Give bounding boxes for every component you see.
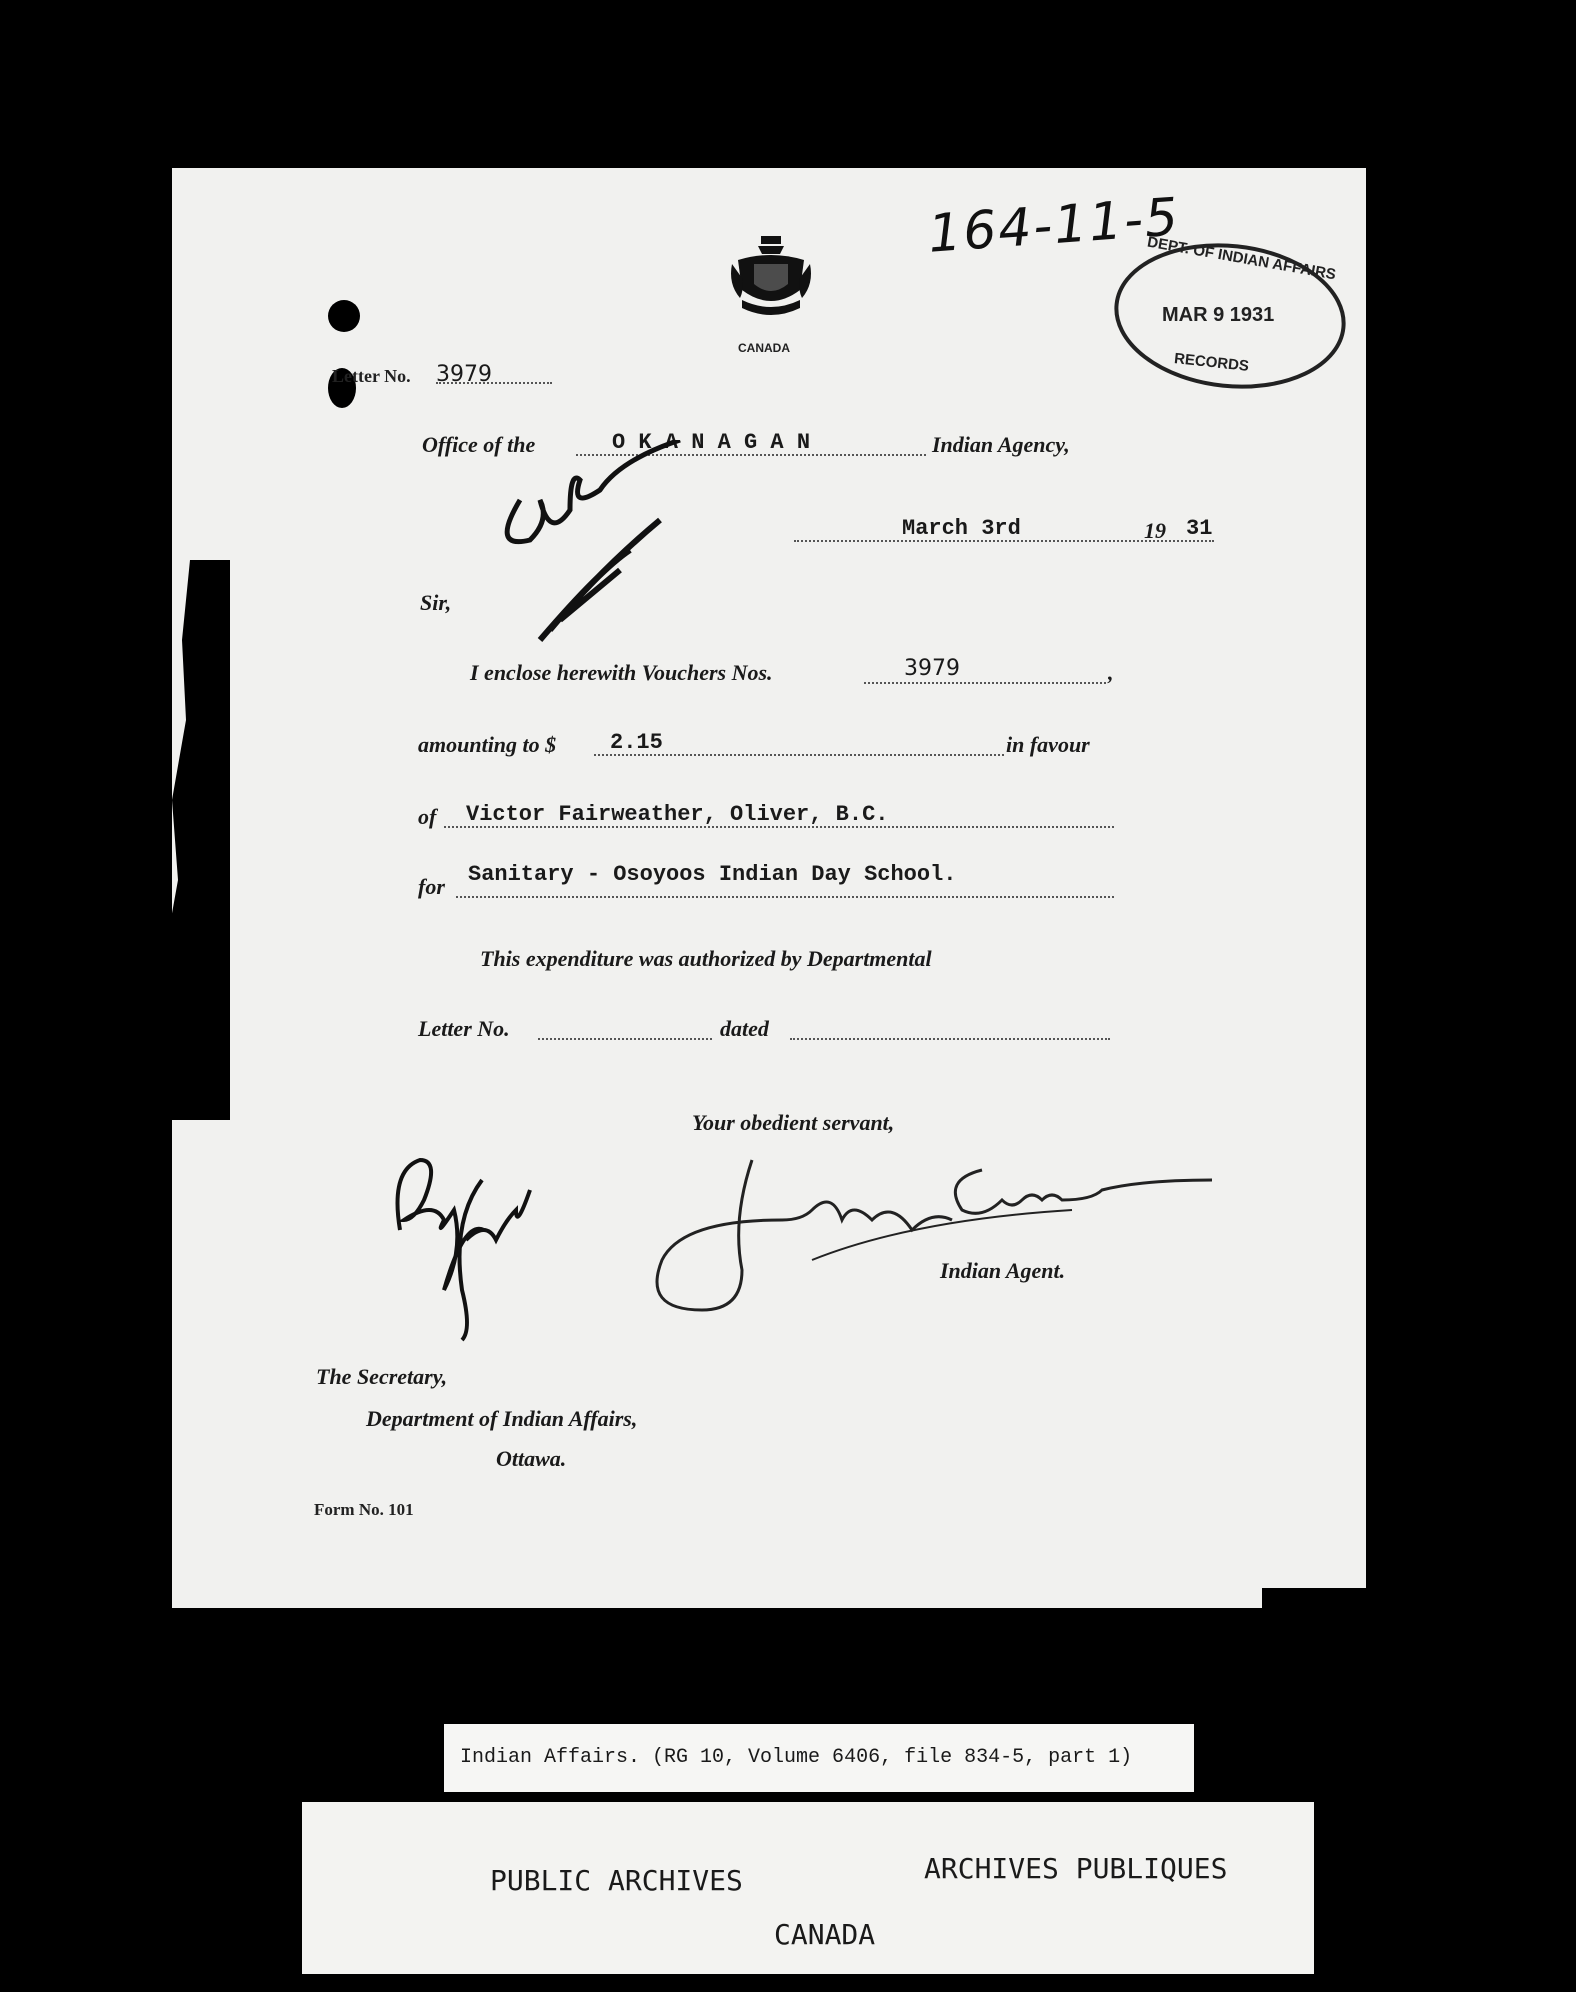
punch-holes bbox=[320, 290, 370, 430]
office-value: O K A N A G A N bbox=[612, 430, 811, 455]
voucher-comma: , bbox=[1108, 660, 1114, 685]
addressee-line3: Ottawa. bbox=[496, 1446, 567, 1471]
salutation: Sir, bbox=[420, 590, 452, 615]
stamp-top-text: DEPT. OF INDIAN AFFAIRS bbox=[1145, 233, 1338, 284]
year-value: 31 bbox=[1186, 516, 1213, 541]
year-prefix: 19 bbox=[1144, 518, 1166, 543]
letter-no-value: 3979 bbox=[436, 362, 492, 387]
initials-signature bbox=[386, 1130, 566, 1350]
torn-edge bbox=[160, 560, 230, 1120]
agency-label: Indian Agency, bbox=[932, 432, 1070, 457]
dated-label: dated bbox=[720, 1016, 769, 1041]
favour-label: in favour bbox=[1006, 732, 1090, 757]
for-label: for bbox=[418, 874, 445, 899]
authorized-text: This expenditure was authorized by Departmental bbox=[480, 946, 932, 971]
amount-label: amounting to $ bbox=[418, 732, 557, 757]
archive-reference-label bbox=[444, 1724, 1194, 1792]
form-number: Form No. 101 bbox=[314, 1500, 414, 1519]
voucher-dots bbox=[864, 662, 1106, 684]
agent-signature bbox=[622, 1150, 1242, 1330]
purpose-value: Sanitary - Osoyoos Indian Day School. bbox=[468, 862, 957, 887]
payee-value: Victor Fairweather, Oliver, B.C. bbox=[466, 802, 889, 827]
addressee-line1: The Secretary, bbox=[316, 1364, 448, 1389]
page-notch bbox=[1262, 1588, 1366, 1608]
of-label: of bbox=[418, 804, 437, 829]
agent-title: Indian Agent. bbox=[940, 1258, 1066, 1283]
country-label: CANADA bbox=[738, 341, 790, 355]
date-value: March 3rd bbox=[902, 516, 1021, 541]
received-stamp bbox=[1110, 233, 1350, 394]
archive-country-label: CANADA bbox=[774, 1918, 876, 1951]
public-archives-label: PUBLIC ARCHIVES bbox=[490, 1864, 743, 1897]
dated-dots bbox=[790, 1018, 1110, 1040]
dept-letter-dots bbox=[538, 1018, 712, 1040]
archive-stamp-label bbox=[302, 1802, 1314, 1974]
dept-letter-label: Letter No. bbox=[418, 1016, 510, 1041]
stamp-date: MAR 9 1931 bbox=[1162, 304, 1275, 326]
coat-of-arms-icon bbox=[728, 234, 814, 338]
archives-publiques-label: ARCHIVES PUBLIQUES bbox=[924, 1852, 1228, 1885]
amount-value: 2.15 bbox=[610, 730, 663, 755]
closing: Your obedient servant, bbox=[692, 1110, 895, 1135]
voucher-value: 3979 bbox=[904, 656, 960, 681]
file-number-handwritten: 164-11-5 bbox=[926, 187, 1182, 265]
addressee-line2: Department of Indian Affairs, bbox=[366, 1406, 638, 1431]
handwritten-annotation bbox=[490, 440, 740, 660]
stamp-bottom-text: RECORDS bbox=[1173, 350, 1250, 375]
archive-reference: Indian Affairs. (RG 10, Volume 6406, file 834-5, part 1) bbox=[460, 1746, 1133, 1769]
office-label: Office of the bbox=[422, 432, 536, 457]
enclose-label: I enclose herewith Vouchers Nos. bbox=[470, 660, 773, 685]
letter-no-label: Letter No. bbox=[332, 366, 411, 386]
